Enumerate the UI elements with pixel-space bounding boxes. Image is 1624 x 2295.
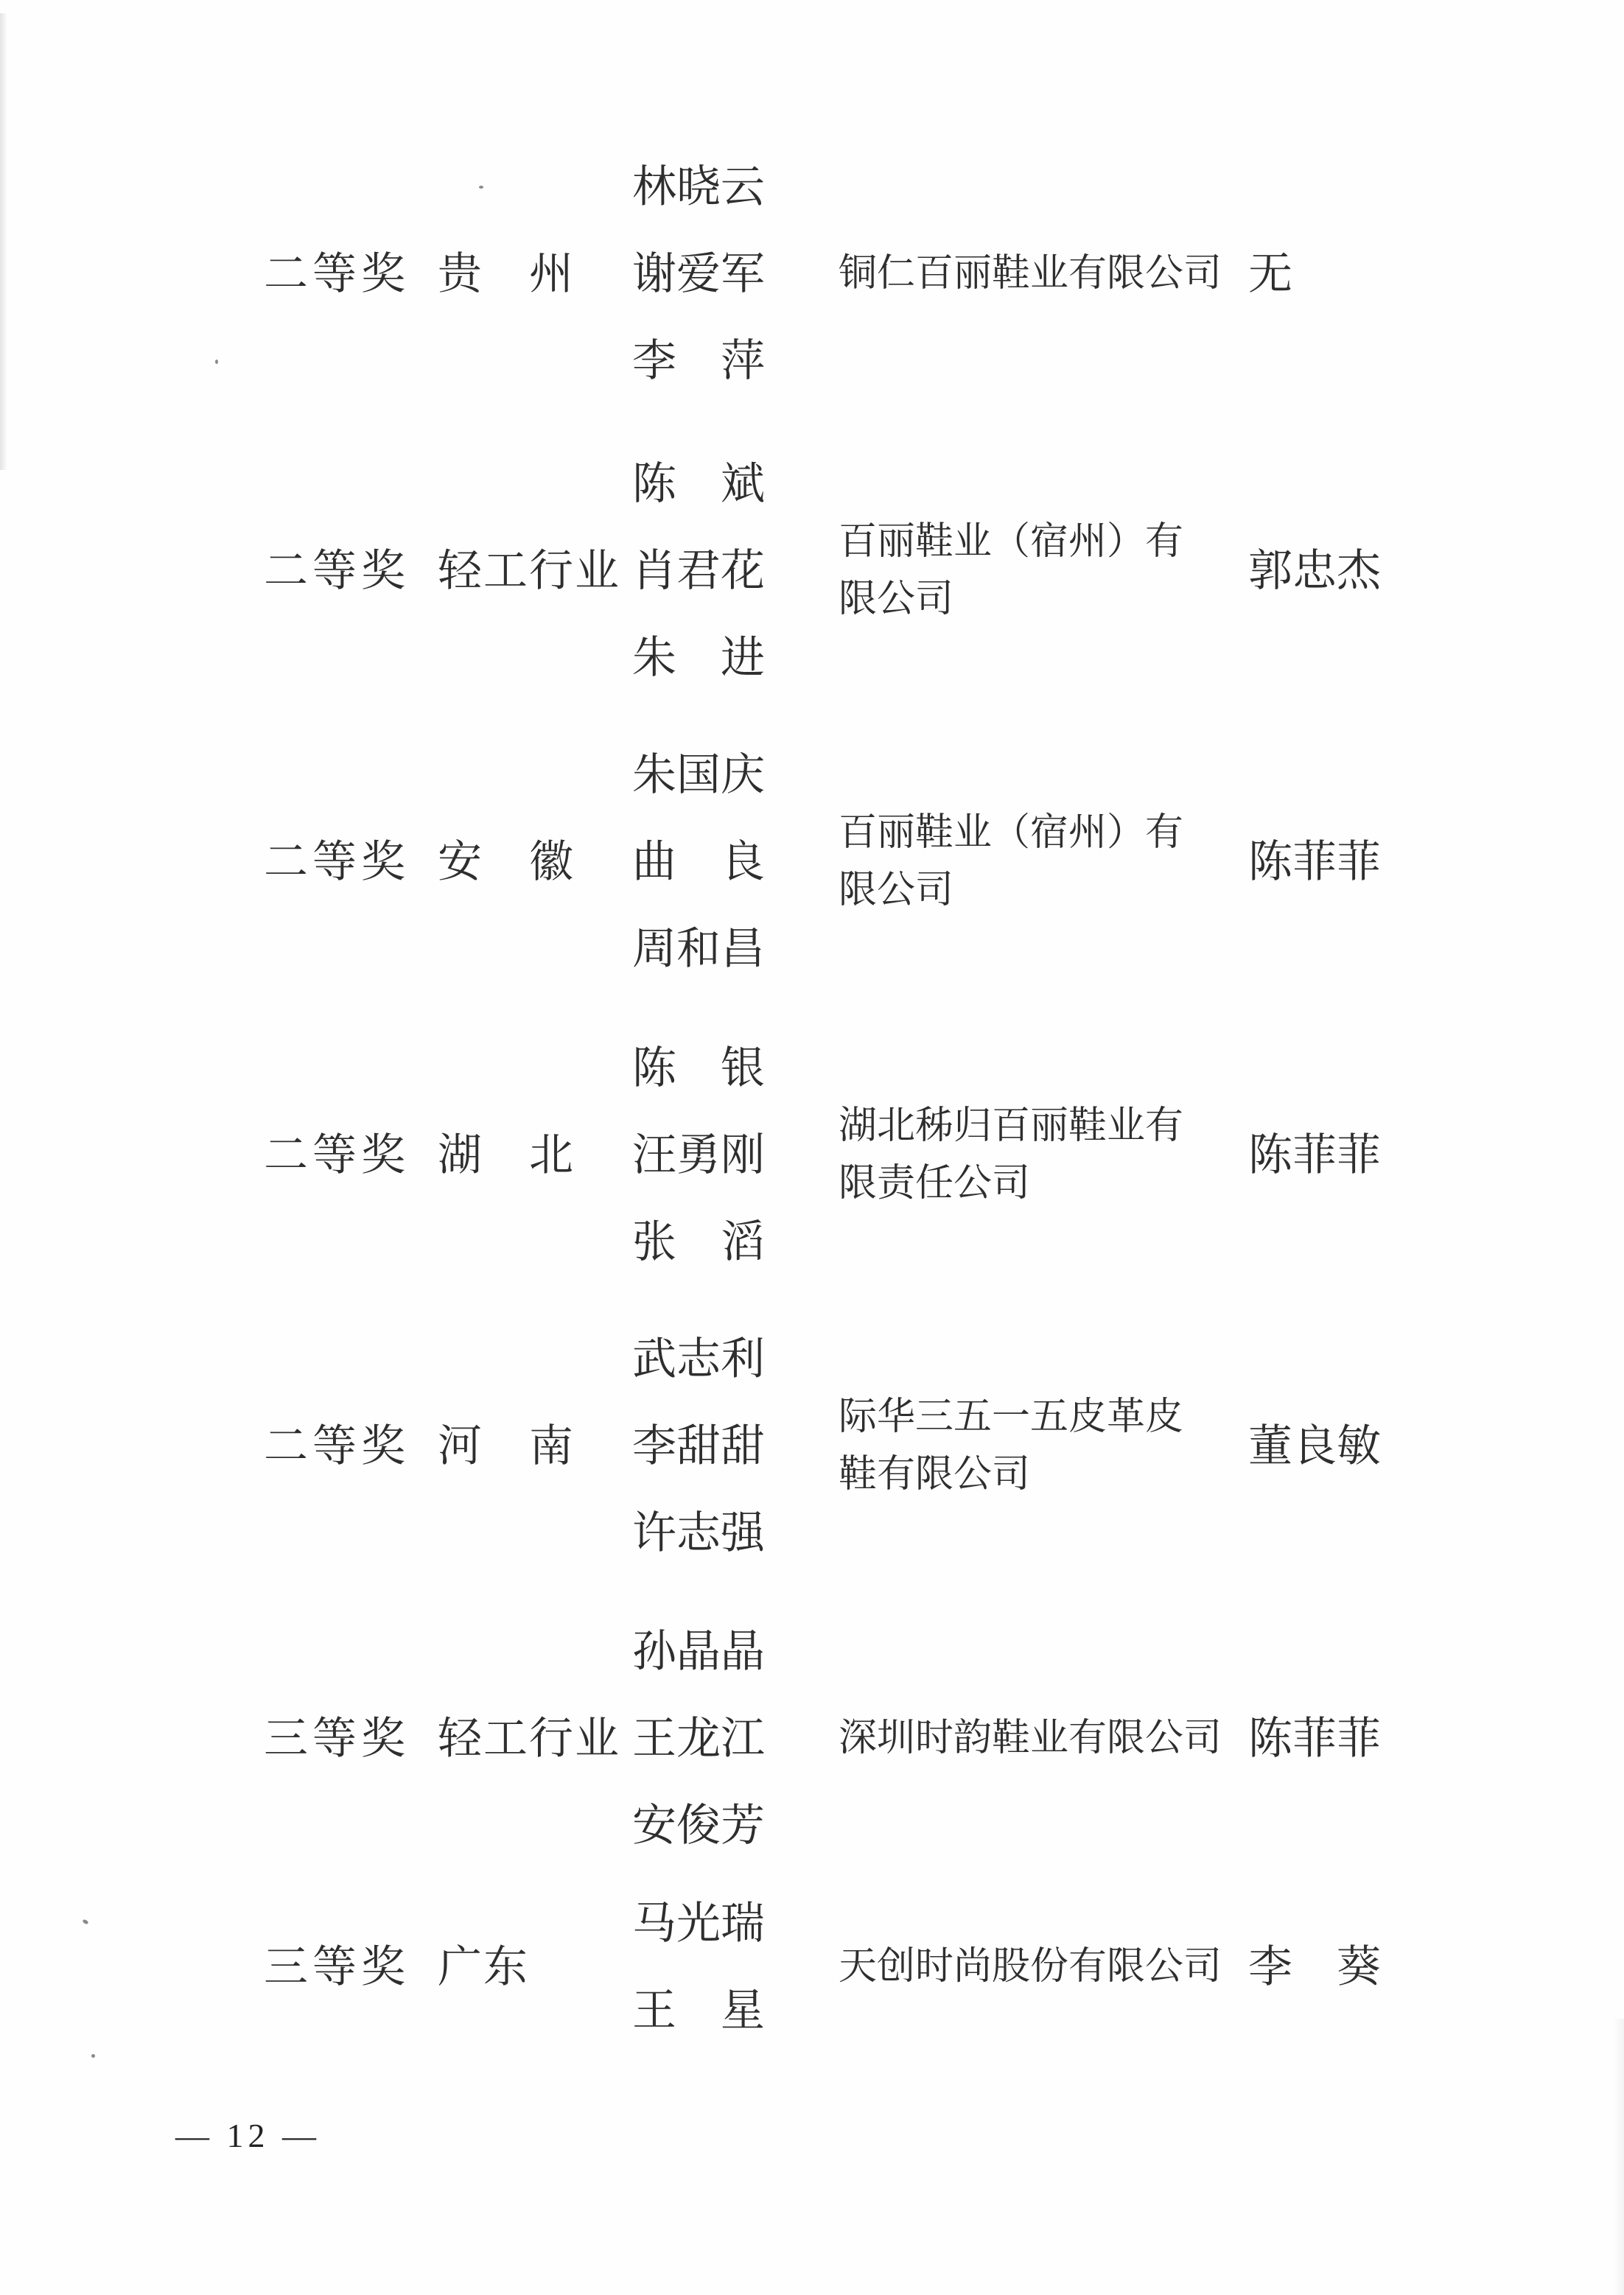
award-grade-cell: 二等奖 xyxy=(264,1422,410,1471)
winner-name: 马光瑞 xyxy=(632,1899,765,1948)
company-cell xyxy=(839,1879,1229,2056)
winner-name: 谢爱军 xyxy=(632,250,765,298)
person-cell: 陈菲菲 xyxy=(1248,1714,1381,1763)
company-name-line: 鞋有限公司 xyxy=(839,1454,1031,1496)
winner-names-cell xyxy=(632,438,780,704)
person-cell: 陈菲菲 xyxy=(1248,838,1381,886)
winner-name: 朱国庆 xyxy=(632,751,765,799)
table-row xyxy=(0,1023,1624,1288)
region-cell: 湖 北 xyxy=(438,1131,575,1180)
table-row xyxy=(0,1314,1624,1579)
winner-name: 王 星 xyxy=(632,1986,765,2035)
winner-name: 武志利 xyxy=(632,1335,765,1384)
company-name-line: 限公司 xyxy=(839,869,954,911)
region-cell: 安 徽 xyxy=(438,838,575,886)
award-grade-cell: 二等奖 xyxy=(264,1131,410,1180)
winner-name: 周和昌 xyxy=(632,925,765,973)
person-cell: 李 葵 xyxy=(1248,1943,1381,1991)
award-grade-cell: 二等奖 xyxy=(264,838,410,886)
winner-names-cell xyxy=(632,1314,780,1579)
person-cell: 董良敏 xyxy=(1248,1422,1381,1471)
company-name-line: 限责任公司 xyxy=(839,1163,1031,1205)
table-row xyxy=(0,1606,1624,1871)
table-row xyxy=(0,438,1624,704)
table-row xyxy=(0,729,1624,995)
company-cell xyxy=(839,1314,1229,1579)
winner-names-cell xyxy=(632,1023,780,1288)
winner-name: 张 滔 xyxy=(632,1218,765,1266)
company-name-line: 天创时尚股份有限公司 xyxy=(839,1946,1222,1988)
company-name-line: 湖北秭归百丽鞋业有 xyxy=(839,1105,1184,1147)
winner-name: 孙晶晶 xyxy=(632,1627,765,1676)
award-grade-cell: 三等奖 xyxy=(264,1714,410,1763)
region-cell: 贵 州 xyxy=(438,250,575,298)
page-number: — 12 — xyxy=(175,2117,321,2154)
winner-name: 朱 进 xyxy=(632,634,765,682)
award-grade-cell: 二等奖 xyxy=(264,547,410,595)
winner-name: 陈 斌 xyxy=(632,460,765,508)
company-name-line: 际华三五一五皮革皮 xyxy=(839,1396,1184,1438)
region-cell: 轻工行业 xyxy=(438,1714,620,1763)
person-cell: 郭忠杰 xyxy=(1248,547,1381,595)
person-cell: 陈菲菲 xyxy=(1248,1131,1381,1180)
company-cell xyxy=(839,729,1229,995)
winner-name: 林晓云 xyxy=(632,163,765,211)
company-cell xyxy=(839,141,1229,407)
region-cell: 轻工行业 xyxy=(438,547,620,595)
company-cell xyxy=(839,438,1229,704)
company-cell xyxy=(839,1023,1229,1288)
award-grade-cell: 三等奖 xyxy=(264,1943,410,1991)
winner-names-cell xyxy=(632,141,780,407)
table-row xyxy=(0,1879,1624,2056)
award-grade-cell: 二等奖 xyxy=(264,250,410,298)
company-name-line: 深圳时韵鞋业有限公司 xyxy=(839,1717,1222,1759)
company-name-line: 铜仁百丽鞋业有限公司 xyxy=(839,253,1222,295)
company-cell xyxy=(839,1606,1229,1871)
table-row xyxy=(0,141,1624,407)
region-cell: 广东 xyxy=(438,1943,529,1991)
winner-names-cell xyxy=(632,1879,780,2056)
company-name-line: 百丽鞋业（宿州）有 xyxy=(839,521,1184,563)
company-name-line: 百丽鞋业（宿州）有 xyxy=(839,812,1184,854)
region-cell: 河 南 xyxy=(438,1422,575,1471)
winner-name: 李甜甜 xyxy=(632,1422,765,1471)
winner-name: 许志强 xyxy=(632,1509,765,1558)
winner-names-cell xyxy=(632,729,780,995)
winner-name: 肖君花 xyxy=(632,547,765,595)
winner-name: 曲 良 xyxy=(632,838,765,886)
company-name-line: 限公司 xyxy=(839,578,954,620)
person-cell: 无 xyxy=(1248,250,1292,298)
winner-names-cell xyxy=(632,1606,780,1871)
winner-name: 安俊芳 xyxy=(632,1801,765,1850)
winner-name: 李 萍 xyxy=(632,337,765,385)
winner-name: 王龙江 xyxy=(632,1714,765,1763)
winner-name: 陈 银 xyxy=(632,1044,765,1093)
winner-name: 汪勇刚 xyxy=(632,1131,765,1180)
